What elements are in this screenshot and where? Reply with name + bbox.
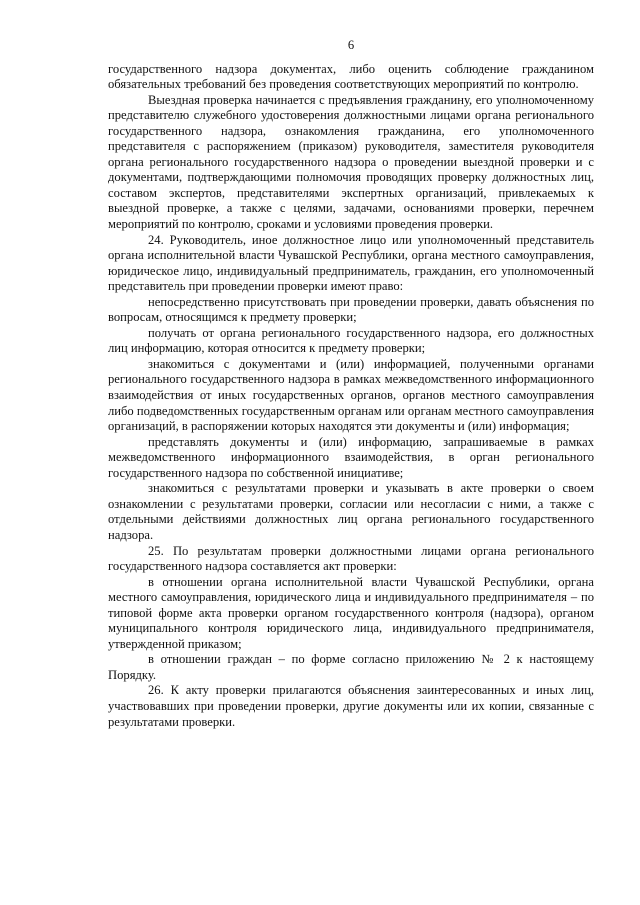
paragraph: знакомиться с результатами проверки и указывать в акте проверки о своем ознакомлении с результатами проверки, согласии или несогласии с ними, а также с отдельными действиями должностных лиц органа регионального государственного надзора. bbox=[108, 481, 594, 542]
paragraph: 24. Руководитель, иное должностное лицо или уполномоченный представитель органа исполнительной власти Чувашской Республики, органа местного самоуправления, юридическое лицо, индивидуальный предприниматель, гражданин, его уполномоченный представитель при проведении проверки имеют право: bbox=[108, 232, 594, 294]
document-body bbox=[108, 62, 594, 731]
paragraph: в отношении граждан – по форме согласно приложению № 2 к настоящему Порядку. bbox=[108, 652, 594, 682]
paragraph: знакомиться с документами и (или) информацией, полученными органами регионального государственного надзора в рамках межведомственного информационного взаимодействия от иных государственных органов, органов местного самоуправления либо подведомственных государственным органам или органам местного самоуправления организаций, в распоряжении которых находятся эти документы и (или) информация; bbox=[108, 356, 594, 434]
paragraph: 25. По результатам проверки должностными лицами органа регионального государственного надзора составляется акт проверки: bbox=[108, 543, 594, 574]
paragraph: в отношении органа исполнительной власти Чувашской Республики, органа местного самоуправления, юридического лица и индивидуального предпринимателя – по типовой форме акта проверки органом государственного контроля (надзора), органом муниципального контроля юридического лица, индивидуального предпринимателя, утвержденной приказом; bbox=[108, 574, 594, 651]
page-number: 6 bbox=[347, 38, 355, 52]
document-page bbox=[108, 38, 594, 730]
paragraph: Выездная проверка начинается с предъявления гражданину, его уполномоченному представителю служебного удостоверения должностными лицами органа регионального государственного надзора, ознакомления гражданина, его уполномоченного представителя с распоряжением (приказом) руководителя, заместителя руководителя органа регионального государственного надзора о проведении выездной проверки и с документами, подтверждающими полномочия проводящих проверку должностных лиц, составом экспертов, представителями экспертных организаций, привлекаемых к выездной проверке, а также с целями, задачами, основаниями проверки, перечнем мероприятий по контролю, сроками и условиями проведения проверки. bbox=[108, 92, 594, 232]
paragraph: непосредственно присутствовать при проведении проверки, давать объяснения по вопросам, относящимся к предмету проверки; bbox=[108, 294, 594, 325]
paragraph: 26. К акту проверки прилагаются объяснения заинтересованных и иных лиц, участвовавших при проведении проверки, другие документы или их копии, связанные с результатами проверки. bbox=[108, 683, 594, 729]
paragraph: получать от органа регионального государственного надзора, его должностных лиц информацию, которая относится к предмету проверки; bbox=[108, 325, 594, 356]
paragraph: представлять документы и (или) информацию, запрашиваемые в рамках межведомственного информационного взаимодействия, в орган регионального государственного надзора по собственной инициативе; bbox=[108, 434, 594, 480]
paragraph: государственного надзора документах, либо оценить соблюдение гражданином обязательных требований без проведения соответствующих мероприятий по контролю. bbox=[108, 61, 594, 92]
